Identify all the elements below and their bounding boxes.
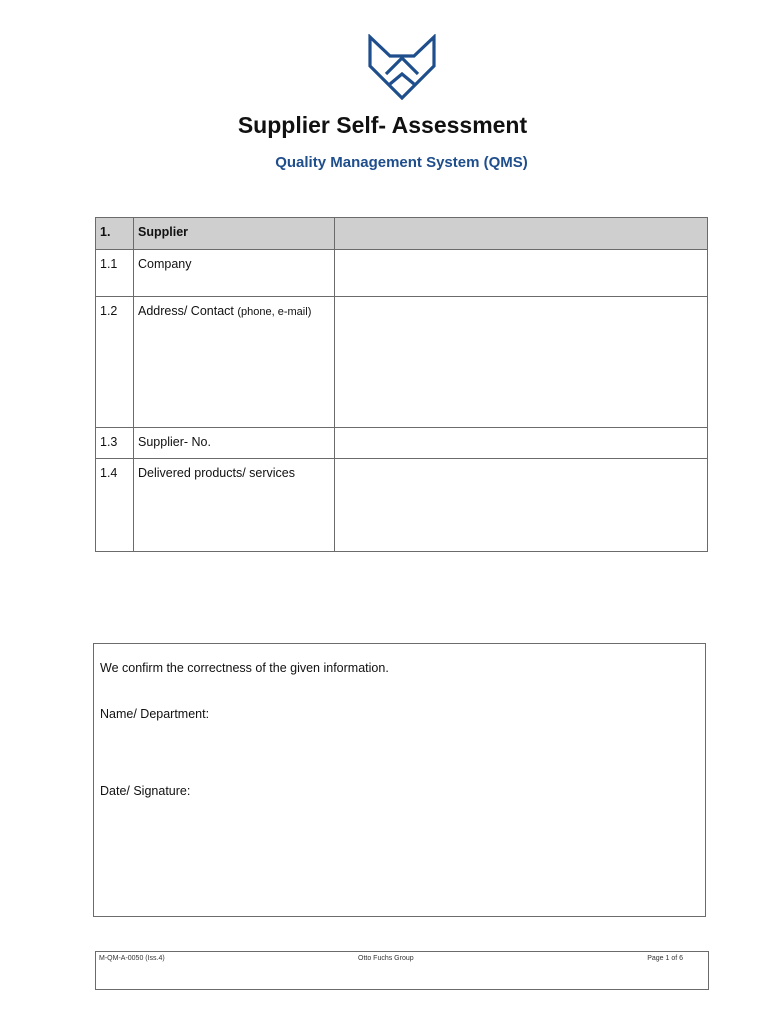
- row-number: 1.4: [96, 459, 134, 552]
- address-contact-field[interactable]: [335, 297, 708, 428]
- table-row: [96, 297, 708, 428]
- address-contact-label: [134, 297, 335, 428]
- table-row: [96, 459, 708, 552]
- supplier-table: [95, 217, 708, 552]
- confirmation-box: [93, 643, 706, 917]
- row-number: 1.3: [96, 428, 134, 459]
- address-contact-hint: (phone, e-mail): [237, 306, 312, 318]
- page-footer: [95, 951, 709, 990]
- section-value-cell: [335, 218, 708, 250]
- document-subtitle: Quality Management System (QMS): [275, 154, 528, 171]
- fox-logo-icon: [368, 34, 436, 100]
- table-row: [96, 428, 708, 459]
- delivered-products-label: Delivered products/ services: [134, 459, 335, 552]
- footer-page-number: Page 1 of 6: [647, 955, 683, 962]
- section-label: Supplier: [134, 218, 335, 250]
- row-number: 1.1: [96, 250, 134, 297]
- table-row: [96, 250, 708, 297]
- document-title: Supplier Self- Assessment: [237, 112, 528, 138]
- address-contact-label-text: Address/ Contact: [138, 304, 234, 318]
- delivered-products-field[interactable]: [335, 459, 708, 552]
- section-number: 1.: [96, 218, 134, 250]
- footer-company: Otto Fuchs Group: [358, 955, 414, 962]
- row-number: 1.2: [96, 297, 134, 428]
- confirmation-statement: We confirm the correctness of the given information.: [100, 661, 389, 675]
- table-header-row: [96, 218, 708, 250]
- company-field[interactable]: [335, 250, 708, 297]
- footer-doc-id: M-QM-A-0050 (Iss.4): [99, 955, 165, 962]
- company-label: Company: [134, 250, 335, 297]
- date-signature-label: Date/ Signature:: [100, 784, 191, 798]
- supplier-number-label: Supplier- No.: [134, 428, 335, 459]
- name-department-label: Name/ Department:: [100, 707, 210, 721]
- supplier-number-field[interactable]: [335, 428, 708, 459]
